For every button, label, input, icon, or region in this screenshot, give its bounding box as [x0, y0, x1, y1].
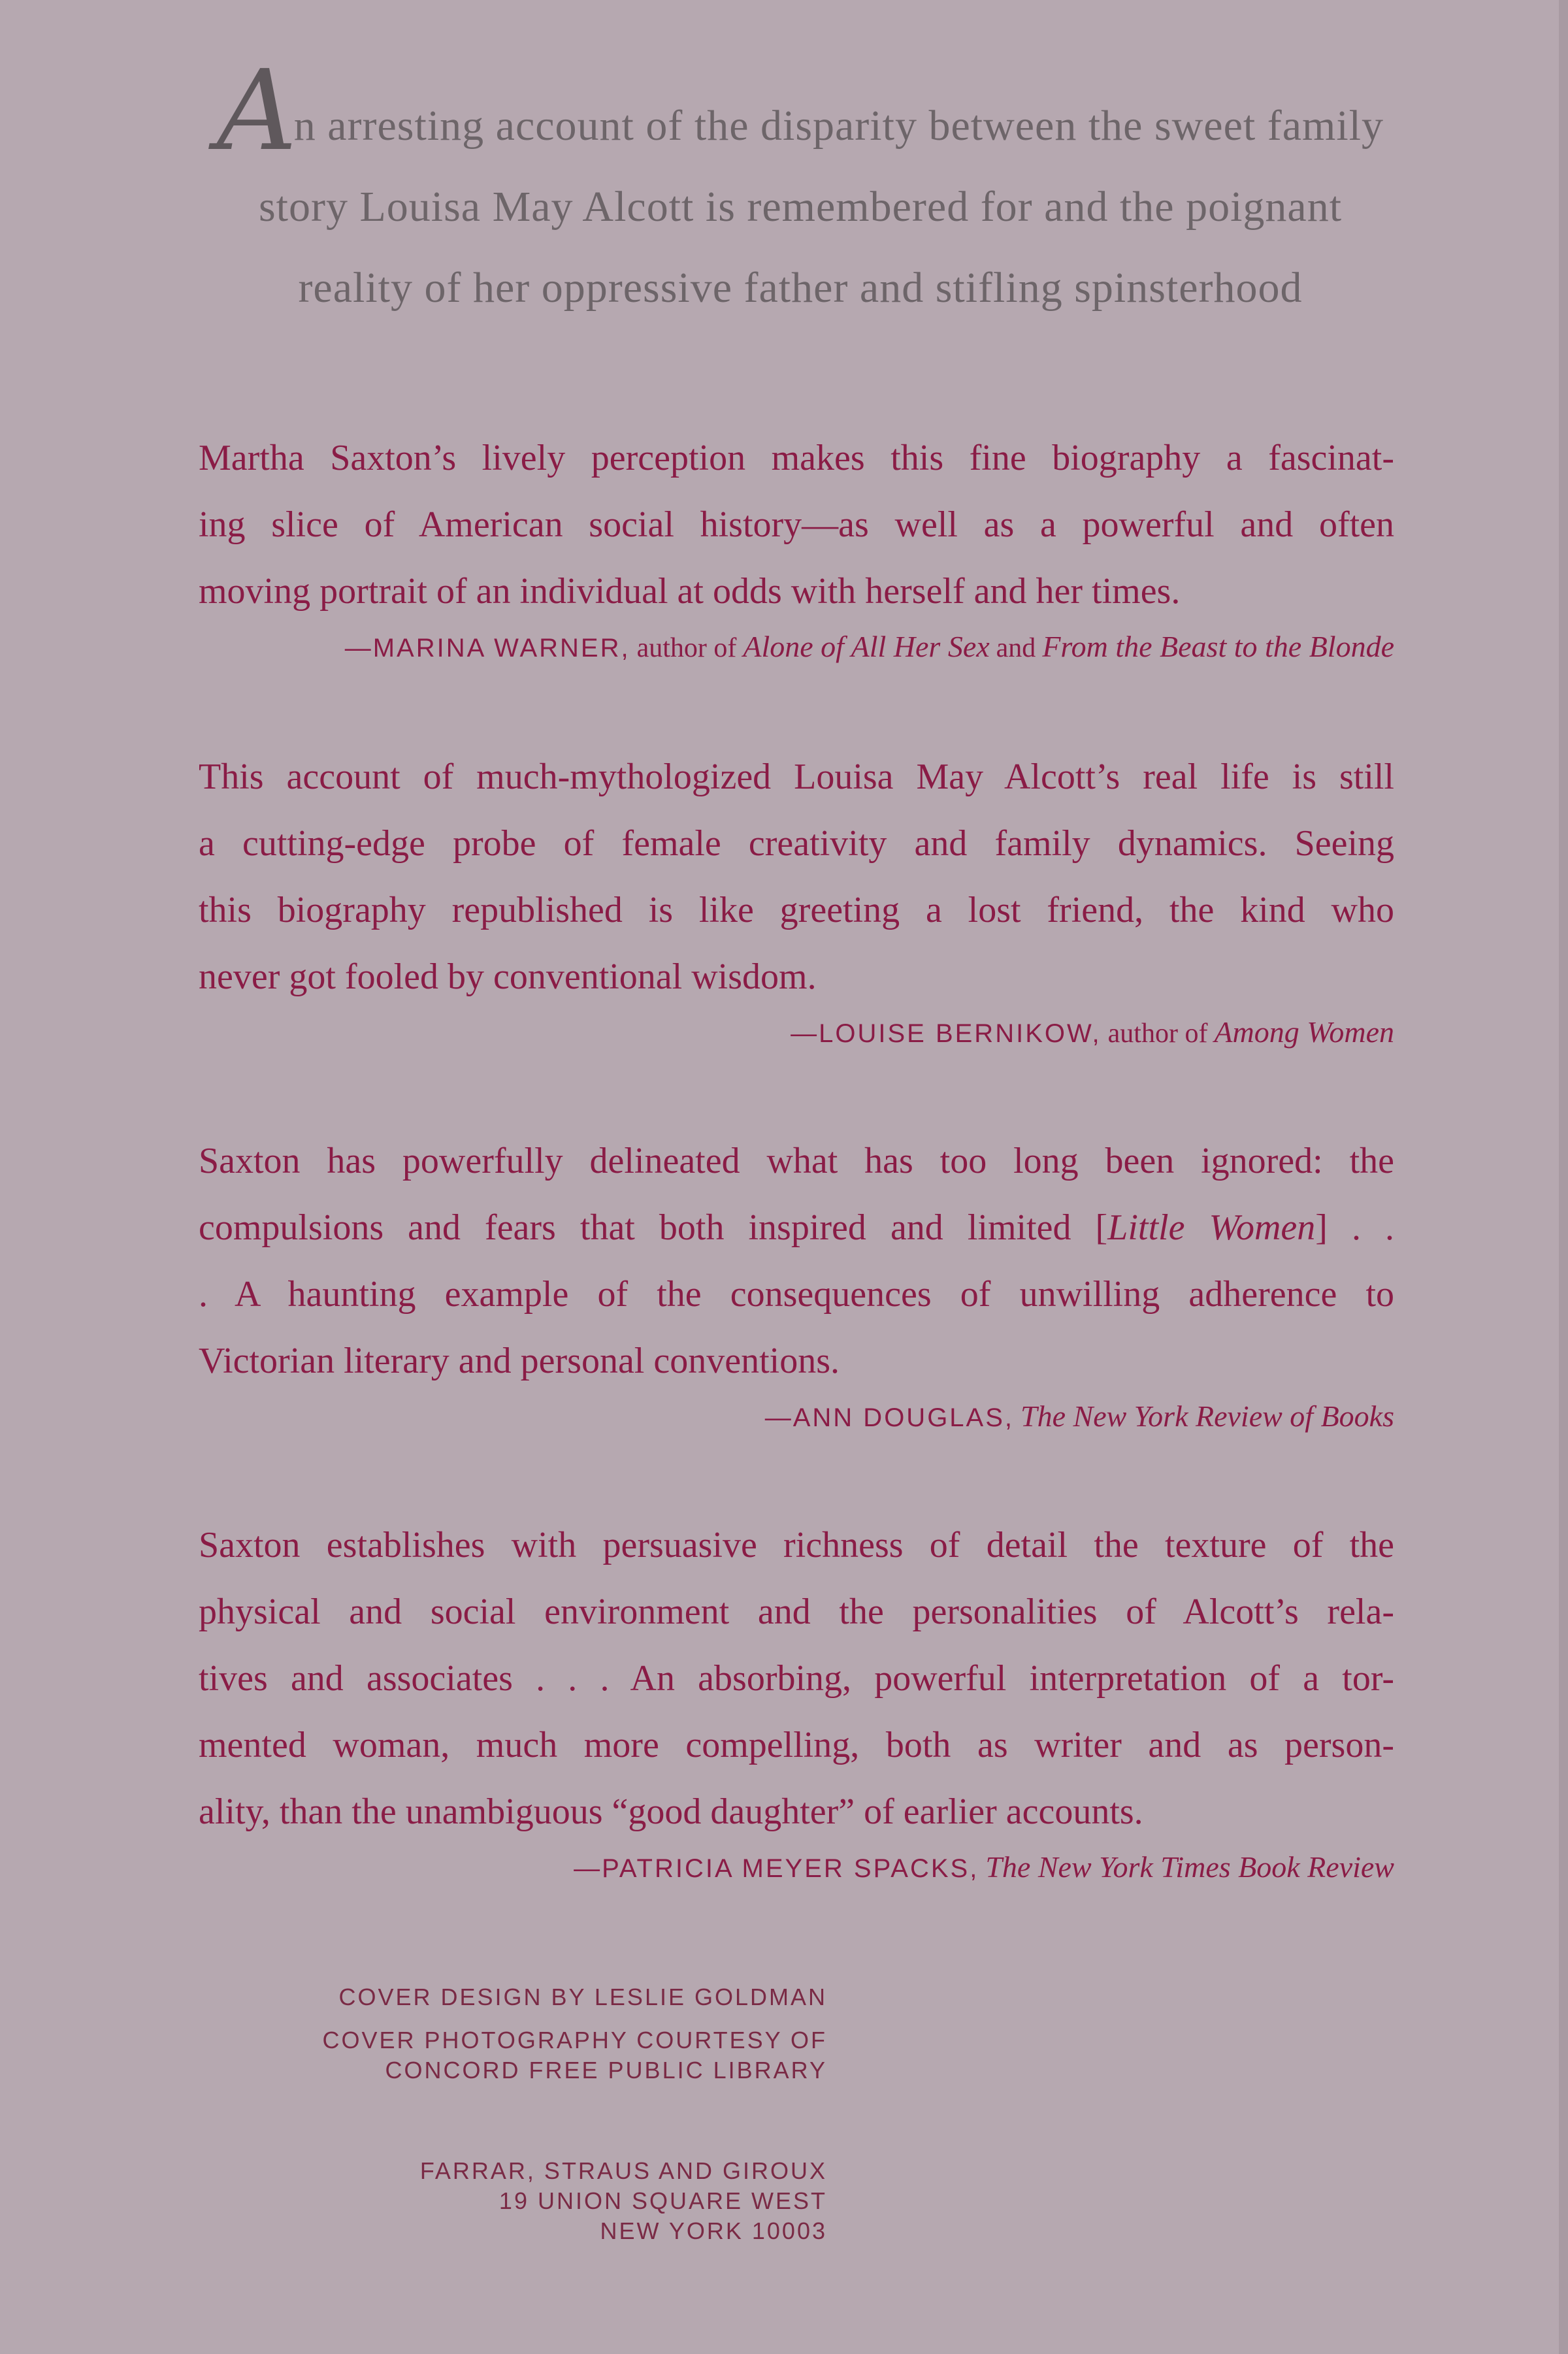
quote-line: . A haunting example of the consequences of unwilling adherence to — [199, 1274, 1394, 1315]
attribution-role: author of — [636, 633, 737, 663]
attribution-role: author of — [1107, 1019, 1208, 1049]
quote-line: Saxton has powerfully delineated what has too long been ignored: the — [199, 1141, 1394, 1181]
attribution-name: —PATRICIA MEYER SPACKS, — [574, 1854, 979, 1883]
publisher-name: FARRAR, STRAUS AND GIROUX — [419, 2157, 827, 2184]
quote-body — [199, 744, 1394, 1010]
intro-line-text: n arresting account of the disparity between the sweet family — [293, 102, 1384, 150]
quote-attribution — [199, 1397, 1394, 1437]
quote-line: This account of much-mythologized Louisa May Alcott’s real life is still — [199, 757, 1394, 797]
quote-attribution — [199, 1848, 1394, 1888]
quote-line: ing slice of American social history—as well as a powerful and often — [199, 504, 1394, 545]
quote-line — [199, 1194, 1394, 1261]
publisher-city: NEW YORK 10003 — [600, 2217, 827, 2244]
quote-line: physical and social environment and the personalities of Alcott’s rela- — [199, 1592, 1394, 1632]
quote-line: mented woman, much more compelling, both as writer and as person- — [199, 1725, 1394, 1765]
intro-blurb — [98, 46, 1503, 329]
quote-line: Victorian literary and personal conventions. — [199, 1341, 840, 1381]
quote-line: never got fooled by conventional wisdom. — [199, 956, 817, 997]
review-quote-spacks — [199, 1512, 1394, 1888]
quote-line: this biography republished is like greeting a lost friend, the kind who — [199, 890, 1394, 930]
quote-line: tives and associates . . . An absorbing, powerful interpretation of a tor- — [199, 1658, 1394, 1699]
credit-line: CONCORD FREE PUBLIC LIBRARY — [385, 2057, 827, 2084]
attribution-work: From the Beast to the Blonde — [1042, 630, 1394, 663]
publisher-street: 19 UNION SQUARE WEST — [498, 2187, 827, 2214]
attribution-work: Alone of All Her Sex — [743, 630, 990, 663]
quote-line: ality, than the unambiguous “good daughter” of earlier accounts. — [199, 1791, 1143, 1832]
attribution-name: —ANN DOUGLAS, — [764, 1403, 1015, 1432]
book-title: Little Women — [1107, 1207, 1316, 1248]
quote-body — [199, 1128, 1394, 1394]
review-quote-warner — [199, 425, 1394, 668]
quote-attribution — [199, 627, 1394, 668]
review-quote-bernikow — [199, 744, 1394, 1053]
attribution-work: Among Women — [1214, 1015, 1394, 1049]
cover-edge — [1559, 0, 1568, 2354]
attribution-name: —LOUISE BERNIKOW, — [791, 1019, 1102, 1048]
quote-line-text: compulsions and fears that both inspired and limited [ — [199, 1207, 1108, 1248]
quote-line-end: ] . . — [1315, 1207, 1394, 1248]
cover-design-credit — [261, 1982, 827, 2012]
attribution-work: The New York Review of Books — [1021, 1399, 1394, 1433]
intro-line: reality of her oppressive father and stifling spinsterhood — [298, 264, 1303, 312]
intro-line — [98, 46, 1503, 176]
quote-attribution — [199, 1013, 1394, 1053]
attribution-work: The New York Times Book Review — [985, 1850, 1394, 1884]
attribution-name: —MARINA WARNER, — [344, 634, 630, 662]
quote-line: moving portrait of an individual at odds with herself and her times. — [199, 571, 1181, 612]
intro-line: story Louisa May Alcott is remembered for and the poignant — [258, 183, 1343, 231]
quote-line: Saxton establishes with persuasive richness of detail the texture of the — [199, 1525, 1394, 1565]
drop-cap: A — [216, 46, 298, 176]
cover-photo-credit — [261, 2025, 827, 2085]
quote-body — [199, 425, 1394, 625]
quote-line: Martha Saxton’s lively perception makes this fine biography a fascinat- — [199, 438, 1394, 478]
credit-line: COVER DESIGN BY LESLIE GOLDMAN — [338, 1984, 827, 2010]
publisher-address — [261, 2156, 827, 2246]
quote-body — [199, 1512, 1394, 1845]
quote-line: a cutting-edge probe of female creativity and family dynamics. Seeing — [199, 823, 1394, 864]
attribution-joiner: and — [996, 633, 1036, 663]
credit-line: COVER PHOTOGRAPHY COURTESY OF — [322, 2027, 827, 2053]
review-quote-douglas — [199, 1128, 1394, 1437]
